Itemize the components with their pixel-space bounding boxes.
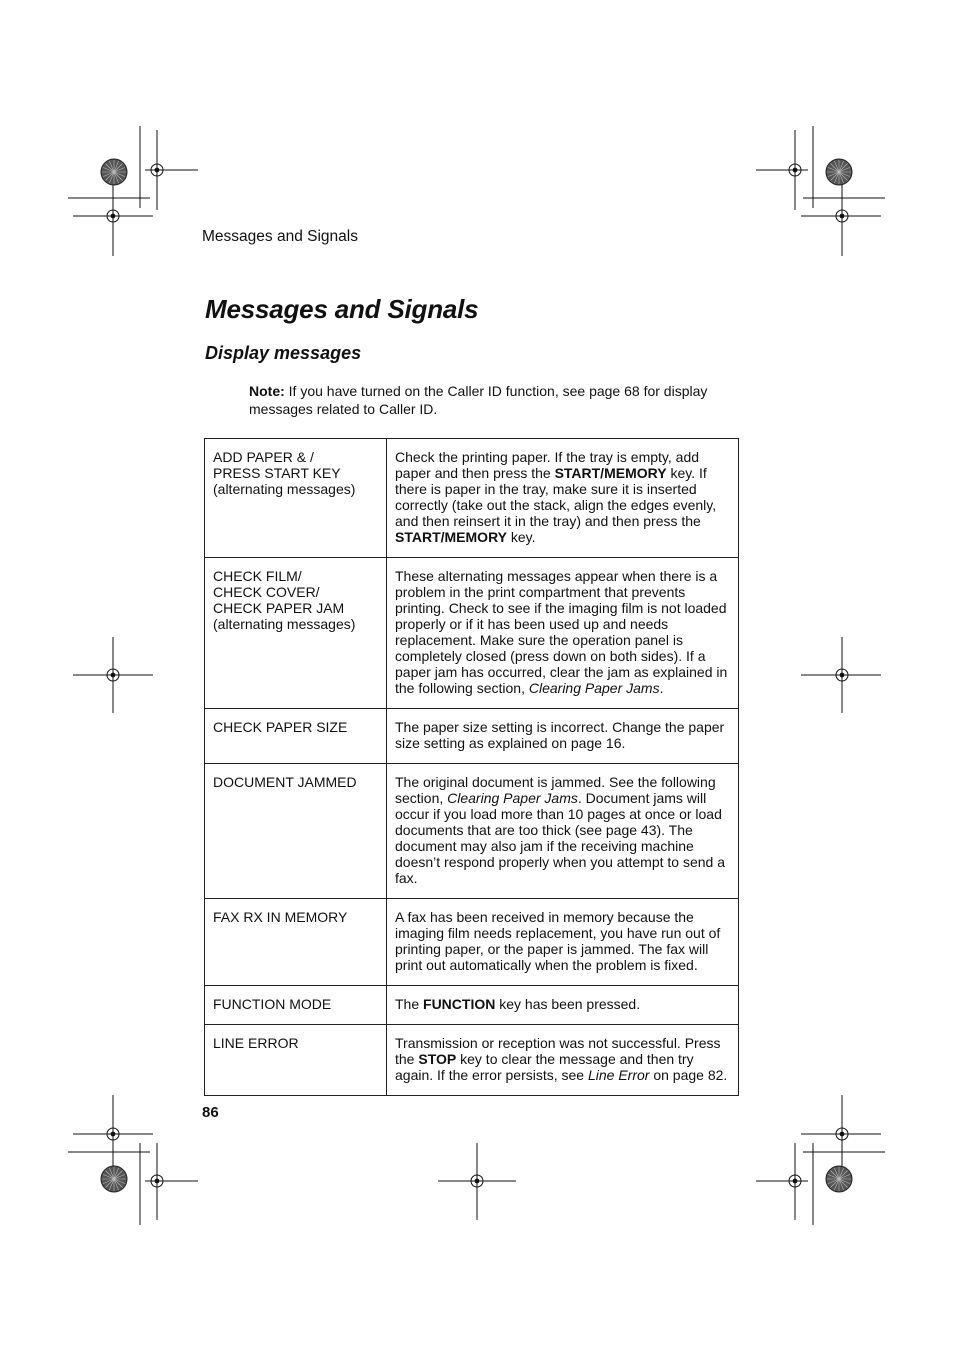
table-row: [205, 558, 739, 709]
note-label: Note:: [249, 383, 285, 399]
message-description: Transmission or reception was not successful. Press the STOP key to clear the message and then try again. If the error persists, see Line Error on page 82.: [387, 1025, 739, 1096]
display-message: DOCUMENT JAMMED: [205, 764, 387, 899]
table-row: [205, 764, 739, 899]
note: [249, 382, 739, 418]
table-row: [205, 1025, 739, 1096]
note-text: If you have turned on the Caller ID function, see page 68 for display messages related to Caller ID.: [249, 383, 708, 417]
table-row: [205, 899, 739, 986]
display-message: CHECK PAPER SIZE: [205, 709, 387, 764]
table-row: [205, 709, 739, 764]
message-description: Check the printing paper. If the tray is empty, add paper and then press the START/MEMORY key. If there is paper in the tray, make sure it is inserted correctly (take out the stack, align the edges evenly, and then reinsert it in the tray) and then press the START/MEMORY key.: [387, 439, 739, 558]
page-number: 86: [202, 1104, 219, 1121]
page-title: Messages and Signals: [205, 294, 479, 324]
table-row: [205, 439, 739, 558]
display-message: FUNCTION MODE: [205, 986, 387, 1025]
display-message: FAX RX IN MEMORY: [205, 899, 387, 986]
message-description: The paper size setting is incorrect. Change the paper size setting as explained on page 16.: [387, 709, 739, 764]
message-description: The original document is jammed. See the following section, Clearing Paper Jams. Document jams will occur if you load more than 10 pages at once or load documents that are too thick (see page 43). The document may also jam if the receiving machine doesn’t respond properly when you attempt to send a fax.: [387, 764, 739, 899]
message-description: A fax has been received in memory because the imaging film needs replacement, you have run out of printing paper, or the paper is jammed. The fax will print out automatically when the problem is fixed.: [387, 899, 739, 986]
message-description: These alternating messages appear when there is a problem in the print compartment that prevents printing. Check to see if the imaging film is not loaded properly or if it has been used up and needs replacement. Make sure the operation panel is completely closed (press down on both sides). If a paper jam has occurred, clear the jam as explained in the following section, Clearing Paper Jams.: [387, 558, 739, 709]
section-title: Display messages: [205, 343, 362, 363]
messages-table: [204, 438, 739, 1096]
running-header: Messages and Signals: [202, 228, 358, 245]
display-message: ADD PAPER & / PRESS START KEY (alternating messages): [205, 439, 387, 558]
message-description: The FUNCTION key has been pressed.: [387, 986, 739, 1025]
display-message: CHECK FILM/ CHECK COVER/ CHECK PAPER JAM (alternating messages): [205, 558, 387, 709]
display-message: LINE ERROR: [205, 1025, 387, 1096]
table-row: [205, 986, 739, 1025]
